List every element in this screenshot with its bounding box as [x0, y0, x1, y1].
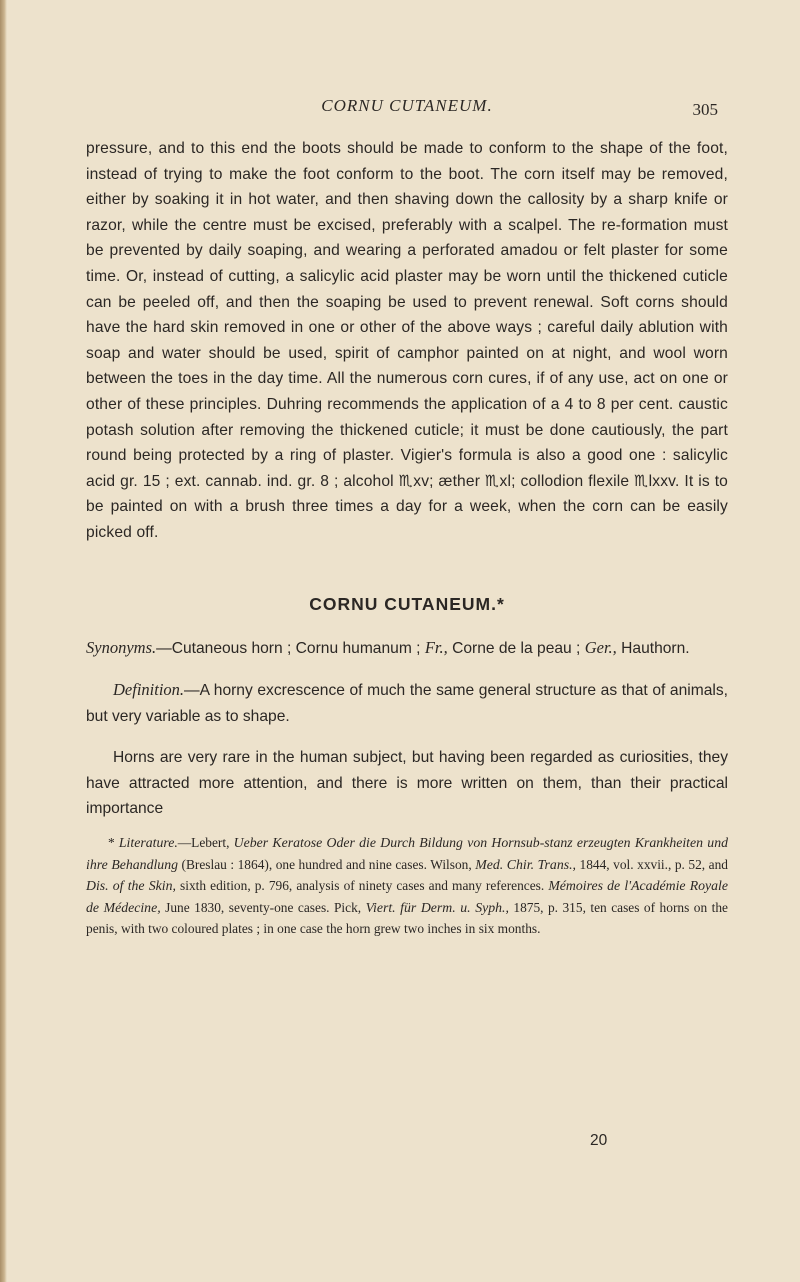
definition-label: Definition.: [113, 680, 185, 700]
footnote-title-lebert: Ueber Keratose Oder die Durch Bildung von Hornsub-stanz erzeugten Krankheiten und ihre Behandlung: [86, 835, 729, 872]
paragraph-corn-treatment: pressure, and to this end the boots should be made to conform to the shape of the foot, instead of trying to make the foot conform to the boot. The corn itself may be removed, either by soaking it in hot water, and then shaving down the callosity by a sharp knife or razor, while the centre must be excised, preferably with a scalpel. The re-formation must be prevented by daily soaping, and wearing a perforated amadou or felt plaster for some time. Or, instead of cutting, a salicylic acid plaster may be worn until the thickened cuticle can be peeled off, and then the soaping be used to prevent renewal. Soft corns should have the hard skin removed in one or other of the above ways ; careful daily ablution with soap and water should be used, spirit of camphor painted on at night, and wool worn between the toes in the day time. All the numerous corn cures, if of any use, act on one or other of these principles. Duhring recommends the application of a 4 to 8 per cent. caustic potash solution after removing the thickened cuticle; it must be done cautiously, the part round being protected by a ring of plaster. Vigier's formula is also a good one : salicylic acid gr. 15 ; ext. cannab. ind. gr. 8 ; alcohol ♏xv; æther ♏xl; collodion flexile ♏lxxv. It is to be painted on with a brush three times a day for a week, when the corn can be easily picked off.: [86, 140, 728, 541]
synonyms-paragraph: [86, 635, 728, 662]
running-head: [86, 96, 728, 122]
footnote-text-6: 1875, p. 315, ten cases of horns on the penis, with two coloured plates ; in one case the horn grew two inches in six months.: [86, 899, 728, 937]
section-heading: CORNU CUTANEUM.*: [309, 593, 505, 614]
footnote-marker: *: [108, 835, 119, 851]
signature-mark: 20: [590, 1132, 608, 1149]
footnote-text-5: June 1830, seventy-one cases. Pick,: [160, 899, 366, 915]
footnote-title-med-chir: Med. Chir. Trans.,: [475, 856, 576, 872]
footnote: [86, 832, 728, 940]
synonyms-ger: Ger.,: [584, 637, 617, 657]
page-number: 305: [692, 100, 718, 119]
synonyms-text-1: —Cutaneous horn ; Cornu humanum ;: [156, 639, 425, 657]
footnote-title-memoires: Mémoires de l'Académie Royale de Médecine,: [86, 878, 728, 915]
horns-paragraph: Horns are very rare in the human subject, but having been regarded as curiosities, they have attracted more attention, and there is more written on them, than their practical importance: [86, 749, 728, 818]
book-page: [86, 96, 728, 940]
footnote-text-2: (Breslau : 1864), one hundred and nine cases. Wilson,: [178, 856, 476, 872]
definition-text: —A horny excrescence of much the same general structure as that of animals, but very variable as to shape.: [86, 682, 728, 725]
definition-paragraph: [86, 677, 728, 729]
synonyms-label: Synonyms.: [86, 637, 157, 657]
binding-edge: [0, 0, 7, 1282]
footnote-text-3: 1844, vol. xxvii., p. 52, and: [576, 856, 728, 872]
footnote-text-1: —Lebert,: [177, 835, 234, 851]
synonyms-text-3: Hauthorn.: [616, 639, 690, 657]
footnote-title-viert: Viert. für Derm. u. Syph.,: [365, 899, 509, 915]
synonyms-fr: Fr.,: [424, 637, 448, 657]
footnote-text-4: sixth edition, p. 796, analysis of ninety cases and many references.: [175, 878, 549, 894]
footnote-title-dis-skin: Dis. of the Skin,: [86, 878, 176, 894]
running-title: CORNU CUTANEUM.: [321, 96, 493, 115]
synonyms-text-2: Corne de la peau ;: [447, 639, 585, 657]
footnote-literature-label: Literature.: [118, 835, 178, 851]
